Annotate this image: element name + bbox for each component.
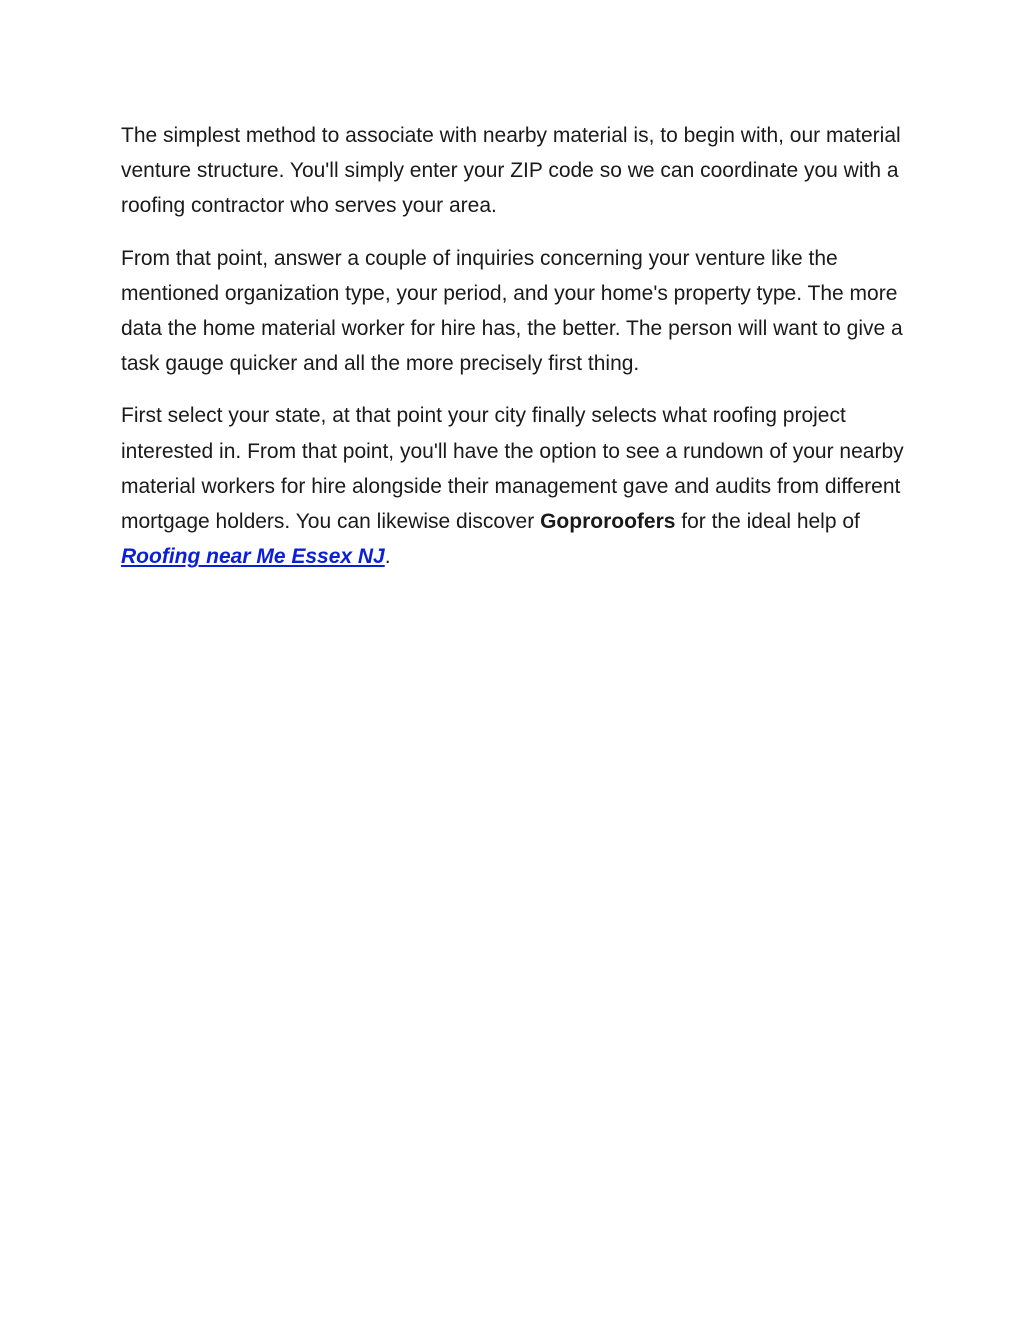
paragraph-1: [121, 118, 911, 224]
paragraph-3-text-start: First select your state, at that point your city finally selects what roofing project interested in. From that point, you'll have the option to see a rundown of your nearby material workers for hire alongside their management gave and audits from different mortgage holders. You can likewise discover: [121, 404, 904, 534]
paragraph-3-text-middle: for the ideal help of: [675, 510, 860, 534]
paragraph-3: [121, 398, 911, 574]
document-body: [121, 118, 911, 591]
brand-name: Goproroofers: [540, 510, 676, 534]
paragraph-2-text: From that point, answer a couple of inquiries concerning your venture like the mentioned organization type, your period, and your home's property type. The more data the home material worker for hire has, the better. The person will want to give a task gauge quicker and all the more precisely first thing.: [121, 246, 903, 376]
roofing-link[interactable]: Roofing near Me Essex NJ: [121, 545, 385, 569]
paragraph-1-text: The simplest method to associate with nearby material is, to begin with, our material venture structure. You'll simply enter your ZIP code so we can coordinate you with a roofing contractor who serves your area.: [121, 124, 901, 218]
paragraph-3-text-end: .: [384, 545, 391, 569]
paragraph-2: [121, 241, 911, 382]
